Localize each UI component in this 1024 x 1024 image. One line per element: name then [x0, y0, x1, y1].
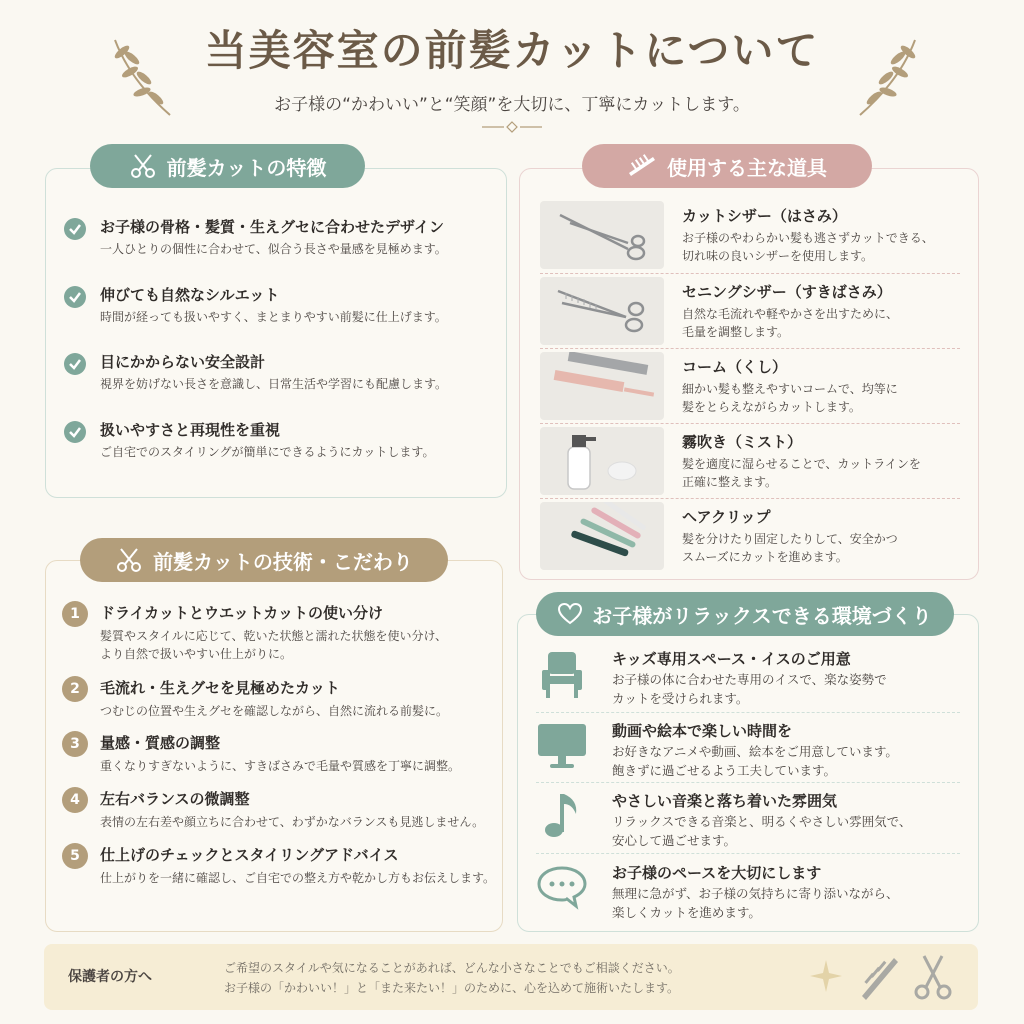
tool-desc-line: 切れ味の良いシザーを使用します。: [682, 249, 874, 263]
tools-heading: [582, 144, 872, 188]
techniques-heading-label: 前髪カットの技術・こだわり: [153, 549, 413, 574]
page-subtitle: お子様の“かわいい”と“笑顔”を大切に、丁寧にカットします。: [274, 95, 750, 115]
technique-desc-line: 表情の左右差や顔立ちに合わせて、わずかなバランスも見逃しません。: [100, 815, 485, 829]
comb-icon: [854, 952, 904, 1002]
tool-desc-line: 髪を分けたり固定したりして、安全かつ: [682, 532, 898, 546]
tool-item: [540, 352, 960, 426]
tool-desc-line: スムーズにカットを進めます。: [682, 550, 848, 564]
check-icon: [64, 353, 86, 375]
step-number-badge: 4: [62, 787, 88, 813]
environment-desc: [612, 884, 899, 922]
feature-title: 目にかからない安全設計: [100, 353, 266, 371]
tool-name: カットシザー（はさみ）: [682, 207, 847, 225]
tool-desc: [682, 305, 898, 341]
tool-name: コーム（くし）: [682, 358, 788, 376]
technique-desc: [100, 757, 460, 775]
tool-item: [540, 277, 960, 351]
check-icon: [64, 286, 86, 308]
technique-desc: [100, 702, 448, 720]
speech-bubble-icon: [536, 862, 588, 914]
features-heading: [90, 144, 365, 188]
scissors-icon: [129, 152, 157, 180]
step-number-badge: 5: [62, 843, 88, 869]
technique-desc-line: 仕上がりを一緒に確認し、ご自宅での整え方や乾かし方もお伝えします。: [100, 871, 496, 885]
scissors-icon: [908, 952, 958, 1002]
feature-title: 扱いやすさと再現性を重視: [100, 421, 281, 439]
step-number-badge: 1: [62, 601, 88, 627]
tool-divider: [540, 423, 960, 424]
technique-desc: [100, 627, 447, 663]
environment-title: やさしい音楽と落ち着いた雰囲気: [612, 792, 838, 810]
tool-desc-line: お子様のやわらかい髪も逃さずカットできる、: [682, 231, 934, 245]
tool-divider: [540, 273, 960, 274]
tool-desc-line: 正確に整えます。: [682, 475, 778, 489]
environment-title: 動画や絵本で楽しい時間を: [612, 722, 793, 740]
environment-desc: [612, 812, 911, 850]
technique-title: ドライカットとウエットカットの使い分け: [100, 604, 384, 622]
environment-desc-line: 無理に急がず、お子様の気持ちに寄り添いながら、: [612, 886, 899, 901]
environment-desc-line: お好きなアニメや動画、絵本をご用意しています。: [612, 744, 898, 759]
environment-divider: [536, 712, 960, 713]
step-number-badge: 3: [62, 731, 88, 757]
feature-title: 伸びても自然なシルエット: [100, 286, 280, 304]
technique-desc: [100, 869, 495, 887]
divider-ornament-icon: [482, 120, 542, 134]
tool-desc: [682, 380, 898, 416]
feature-desc: ご自宅でのスタイリングが簡単にできるようにカットします。: [100, 445, 435, 459]
feature-desc: 時間が経っても扱いやすく、まとまりやすい前髪に仕上げます。: [100, 310, 447, 324]
environment-desc-line: リラックスできる音楽と、明るくやさしい雰囲気で、: [612, 814, 912, 829]
comb-icon: [627, 153, 657, 179]
comb-image: [540, 352, 664, 420]
technique-title: 仕上げのチェックとスタイリングアドバイス: [100, 846, 399, 864]
check-icon: [64, 218, 86, 240]
tool-item: [540, 427, 960, 501]
environment-divider: [536, 782, 960, 783]
tool-desc-line: 細かい髪も整えやすいコームで、均等に: [682, 382, 898, 396]
environment-heading-label: お子様がリラックスできる環境づくり: [592, 603, 932, 628]
technique-desc-line: 髪質やスタイルに応じて、乾いた状態と濡れた状態を使い分け、: [100, 629, 448, 643]
parents-note-text: [224, 958, 680, 998]
tool-item: [540, 201, 960, 275]
tool-desc: [682, 229, 934, 265]
technique-title: 毛流れ・生えグセを見極めたカット: [100, 679, 340, 697]
environment-desc-line: 楽しくカットを進めます。: [612, 905, 761, 920]
environment-desc: [612, 670, 887, 708]
tools-heading-label: 使用する主な道具: [667, 155, 827, 180]
environment-title: お子様のペースを大切にします: [612, 864, 822, 882]
tool-desc-line: 自然な毛流れや軽やかさを出すために、: [682, 307, 899, 321]
spray-bottle-image: [540, 427, 664, 495]
environment-desc-line: お子様の体に合わせた専用のイスで、楽な姿勢で: [612, 672, 887, 687]
technique-desc-line: より自然で扱いやすい仕上がりに。: [100, 647, 293, 661]
parents-note-line: ご希望のスタイルや気になることがあれば、どんな小さなことでもご相談ください。: [224, 961, 680, 975]
environment-heading: [536, 592, 954, 636]
feature-title: お子様の骨格・髪質・生えグセに合わせたデザイン: [100, 218, 444, 236]
technique-desc-line: 重くなりすぎないように、すきばさみで毛量や質感を丁寧に調整。: [100, 759, 461, 773]
technique-desc-line: つむじの位置や生えグセを確認しながら、自然に流れる前髪に。: [100, 704, 449, 718]
tool-desc: [682, 530, 898, 566]
tool-divider: [540, 348, 960, 349]
tool-name: ヘアクリップ: [682, 508, 771, 526]
step-number-badge: 2: [62, 676, 88, 702]
technique-title: 量感・質感の調整: [100, 734, 221, 752]
environment-desc-line: カットを受けられます。: [612, 691, 749, 706]
tool-desc-line: 髪をとらえながらカットします。: [682, 400, 861, 414]
monitor-icon: [536, 720, 588, 772]
parents-note-label: 保護者の方へ: [68, 969, 152, 985]
tool-desc-line: 毛量を調整します。: [682, 325, 790, 339]
tool-name: セニングシザー（すきばさみ）: [682, 283, 892, 301]
tool-item: [540, 502, 960, 576]
environment-title: キッズ専用スペース・イスのご用意: [612, 650, 851, 668]
music-note-icon: [536, 790, 588, 842]
hair-clip-image: [540, 502, 664, 570]
technique-desc: [100, 813, 484, 831]
heart-icon: [558, 603, 582, 625]
parents-note-banner: [44, 944, 978, 1010]
tool-divider: [540, 498, 960, 499]
environment-desc-line: 飽きずに過ごせるよう工夫しています。: [612, 763, 837, 778]
tool-desc-line: 髪を適度に湿らせることで、カットラインを: [682, 457, 921, 471]
environment-divider: [536, 853, 960, 854]
feature-desc: 視界を妨げない長さを意識し、日常生活や学習にも配慮します。: [100, 377, 448, 391]
page-title: 当美容室の前髪カットについて: [204, 26, 820, 75]
thinning-scissors-image: [540, 277, 664, 345]
sparkle-icon: [806, 956, 846, 996]
cut-scissors-image: [540, 201, 664, 269]
tool-desc: [682, 455, 921, 491]
environment-desc-line: 安心して過ごせます。: [612, 833, 737, 848]
feature-desc: 一人ひとりの個性に合わせて、似合う長さや量感を見極めます。: [100, 242, 447, 256]
scissors-icon: [115, 546, 143, 574]
environment-desc: [612, 742, 898, 780]
technique-title: 左右バランスの微調整: [100, 790, 250, 808]
chair-icon: [536, 648, 588, 700]
features-heading-label: 前髪カットの特徴: [166, 155, 327, 180]
tool-name: 霧吹き（ミスト）: [682, 433, 803, 451]
techniques-heading: [80, 538, 448, 582]
parents-note-line: お子様の「かわいい！」と「また来たい！」のために、心を込めて施術いたします。: [224, 981, 680, 995]
check-icon: [64, 421, 86, 443]
